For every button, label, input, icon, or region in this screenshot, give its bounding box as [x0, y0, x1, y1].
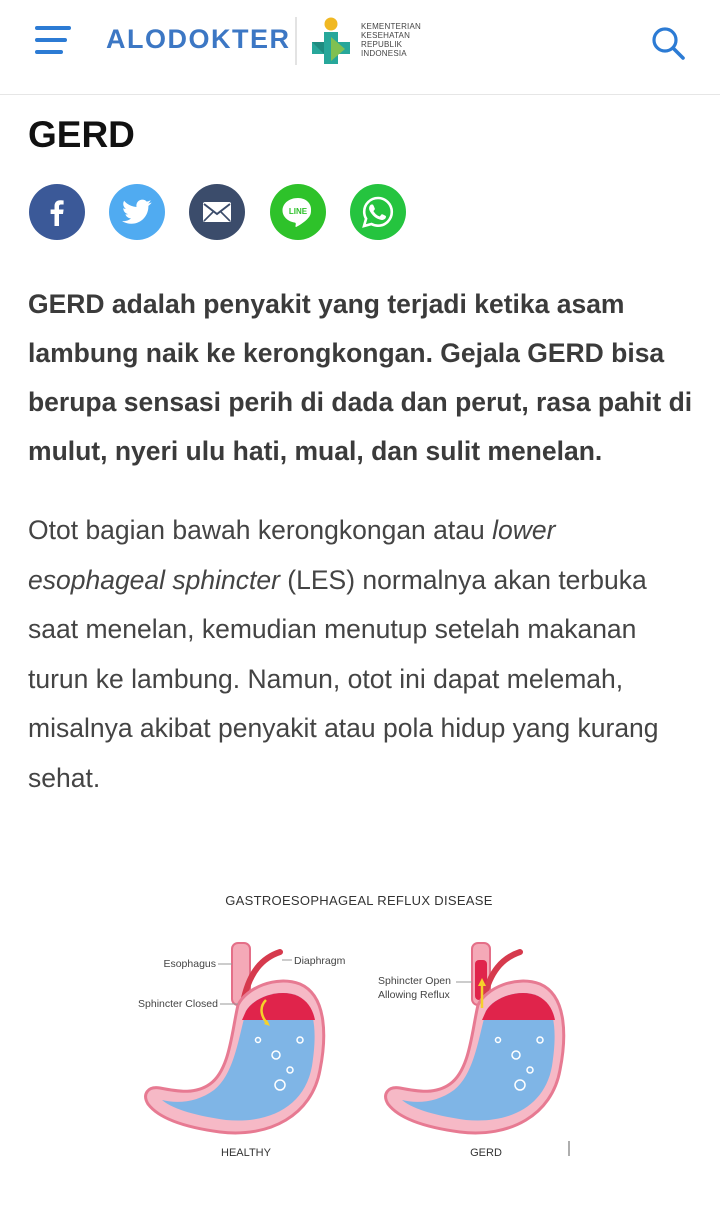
share-twitter-button[interactable]: [109, 184, 165, 240]
line-icon: [281, 196, 315, 228]
article-lead: GERD adalah penyakit yang terjadi ketika asam lambung naik ke kerongkongan. Gejala GERD bisa berupa sensasi perih di dada dan perut, rasa pahit di mulut, nyeri ulu hati, mual, dan sulit menelan.: [28, 289, 693, 466]
twitter-icon: [122, 199, 152, 225]
alodokter-logo[interactable]: ALODOKTER: [106, 24, 291, 54]
kemenkes-text: KEMENTERIAN KESEHATAN REPUBLIK INDONESIA: [361, 22, 421, 58]
caption-gerd: GERD: [470, 1147, 502, 1159]
line-icon-label: LINE: [288, 207, 308, 216]
share-email-button[interactable]: [189, 184, 245, 240]
header-divider: [295, 17, 297, 65]
italic-term: lower esophageal sphincter: [28, 515, 556, 595]
gerd-illustration: [120, 880, 600, 1180]
article-title: GERD: [28, 114, 135, 155]
search-icon[interactable]: [648, 24, 688, 62]
gerd-stomach-illustration: [386, 943, 564, 1133]
label-esophagus: Esophagus: [163, 958, 216, 970]
share-whatsapp-button[interactable]: [350, 184, 406, 240]
label-allowing-reflux: Allowing Reflux: [378, 989, 450, 1001]
caption-healthy: HEALTHY: [221, 1147, 271, 1159]
article-paragraph: Otot bagian bawah kerongkongan atau lower esophageal sphincter (LES) normalnya akan terbuka saat menelan, kemudian menutup setelah makanan turun ke lambung. Namun, otot ini dapat melemah, misalnya akibat penyakit atau pola hidup yang kurang sehat.: [28, 515, 659, 793]
kemenkes-logo-icon: [305, 15, 357, 67]
facebook-icon: [42, 197, 72, 227]
label-sphincter-closed: Sphincter Closed: [138, 998, 218, 1010]
whatsapp-icon: [361, 195, 395, 229]
figure-title: GASTROESOPHAGEAL REFLUX DISEASE: [225, 893, 493, 908]
label-diaphragm: Diaphragm: [294, 955, 346, 967]
label-sphincter-open: Sphincter Open: [378, 975, 451, 987]
hamburger-menu-icon[interactable]: [35, 26, 73, 56]
email-icon: [202, 201, 232, 223]
top-header: [0, 0, 720, 95]
share-facebook-button[interactable]: [29, 184, 85, 240]
share-line-button[interactable]: [270, 184, 326, 240]
healthy-stomach-illustration: [146, 943, 324, 1133]
